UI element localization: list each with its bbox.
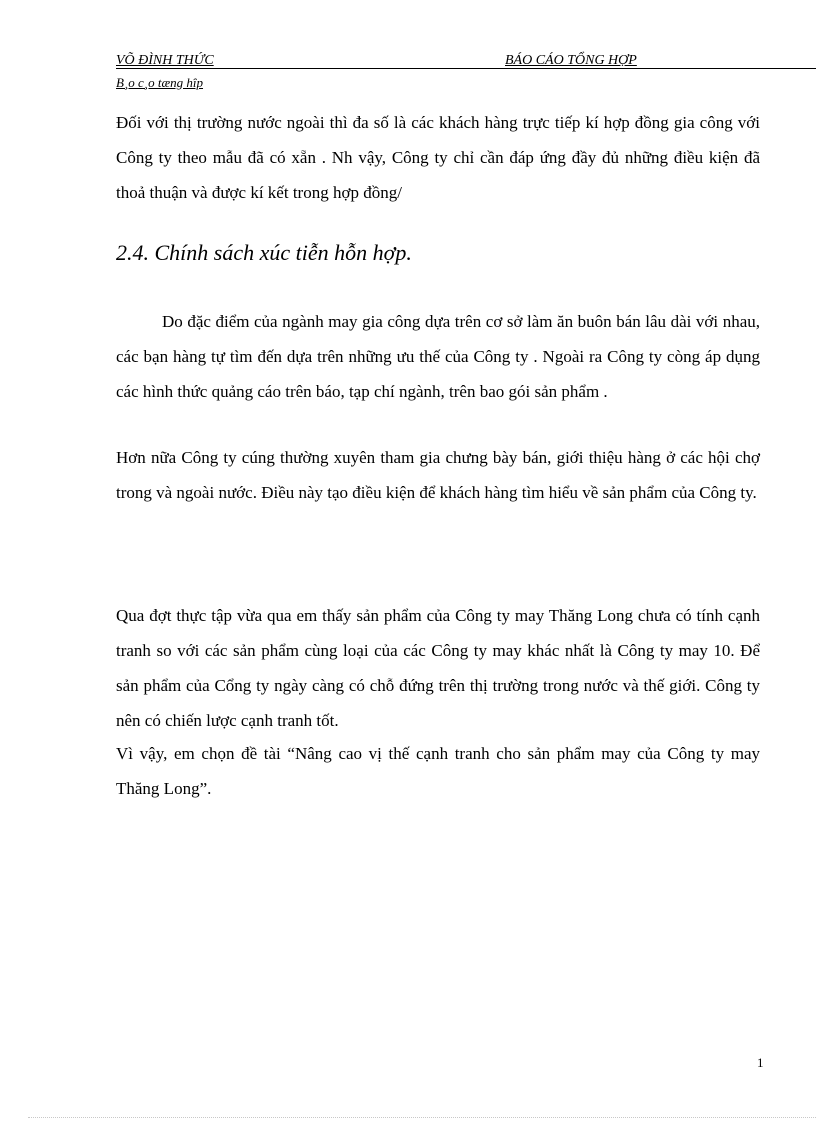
header-subtitle: B¸o c¸o tæng hîp: [116, 75, 204, 90]
paragraph-promotion: Do đặc điểm của ngành may gia công dựa trên cơ sở làm ăn buôn bán lâu dài với nhau, các bạn hàng tự tìm đến dựa trên những ưu thế của Công ty . Ngoài ra Công ty còng áp dụng các hình thức quảng cáo trên báo, tạp chí ngành, trên bao gói sản phẩm .: [116, 312, 760, 401]
paragraph-competitiveness: Qua đợt thực tập vừa qua em thấy sản phẩm của Công ty may Thăng Long chưa có tính cạnh tranh so với các sản phẩm cùng loại của các Công ty may khác nhất là Công ty may 10. Để sản phẩm của Cổng ty ngày càng có chỗ đứng trên thị trường trong nước và thế giới. Công ty nên có chiến lược cạnh tranh tốt.: [116, 606, 760, 730]
section-heading: 2.4. Chính sách xúc tiễn hỗn hợp.: [116, 240, 412, 265]
footer-rule: [28, 1117, 816, 1118]
header-author: VÕ ĐÌNH THỨC: [116, 53, 214, 68]
header-rule: [116, 68, 816, 69]
paragraph-thesis-topic: Vì vậy, em chọn đề tài “Nâng cao vị thế cạnh tranh cho sản phẩm may của Công ty may Thăng Long”.: [116, 744, 760, 798]
paragraph-foreign-market: Đối với thị trường nước ngoài thì đa số là các khách hàng trực tiếp kí hợp đồng gia công với Công ty theo mẫu đã có xẵn . Nh vậy, Công ty chỉ cần đáp ứng đầy đủ những điều kiện đã thoả thuận và được kí kết trong hợp đồng/: [116, 113, 760, 202]
paragraph-trade-fairs: Hơn nữa Công ty cúng thường xuyên tham gia chưng bày bán, giới thiệu hàng ở các hội chợ trong và ngoài nước. Điều này tạo điều kiện để khách hàng tìm hiểu về sản phẩm của Công ty.: [116, 448, 760, 502]
page-number: 1: [757, 1055, 764, 1070]
header-report-title: BÁO CÁO TỔNG HỢP: [505, 53, 637, 68]
